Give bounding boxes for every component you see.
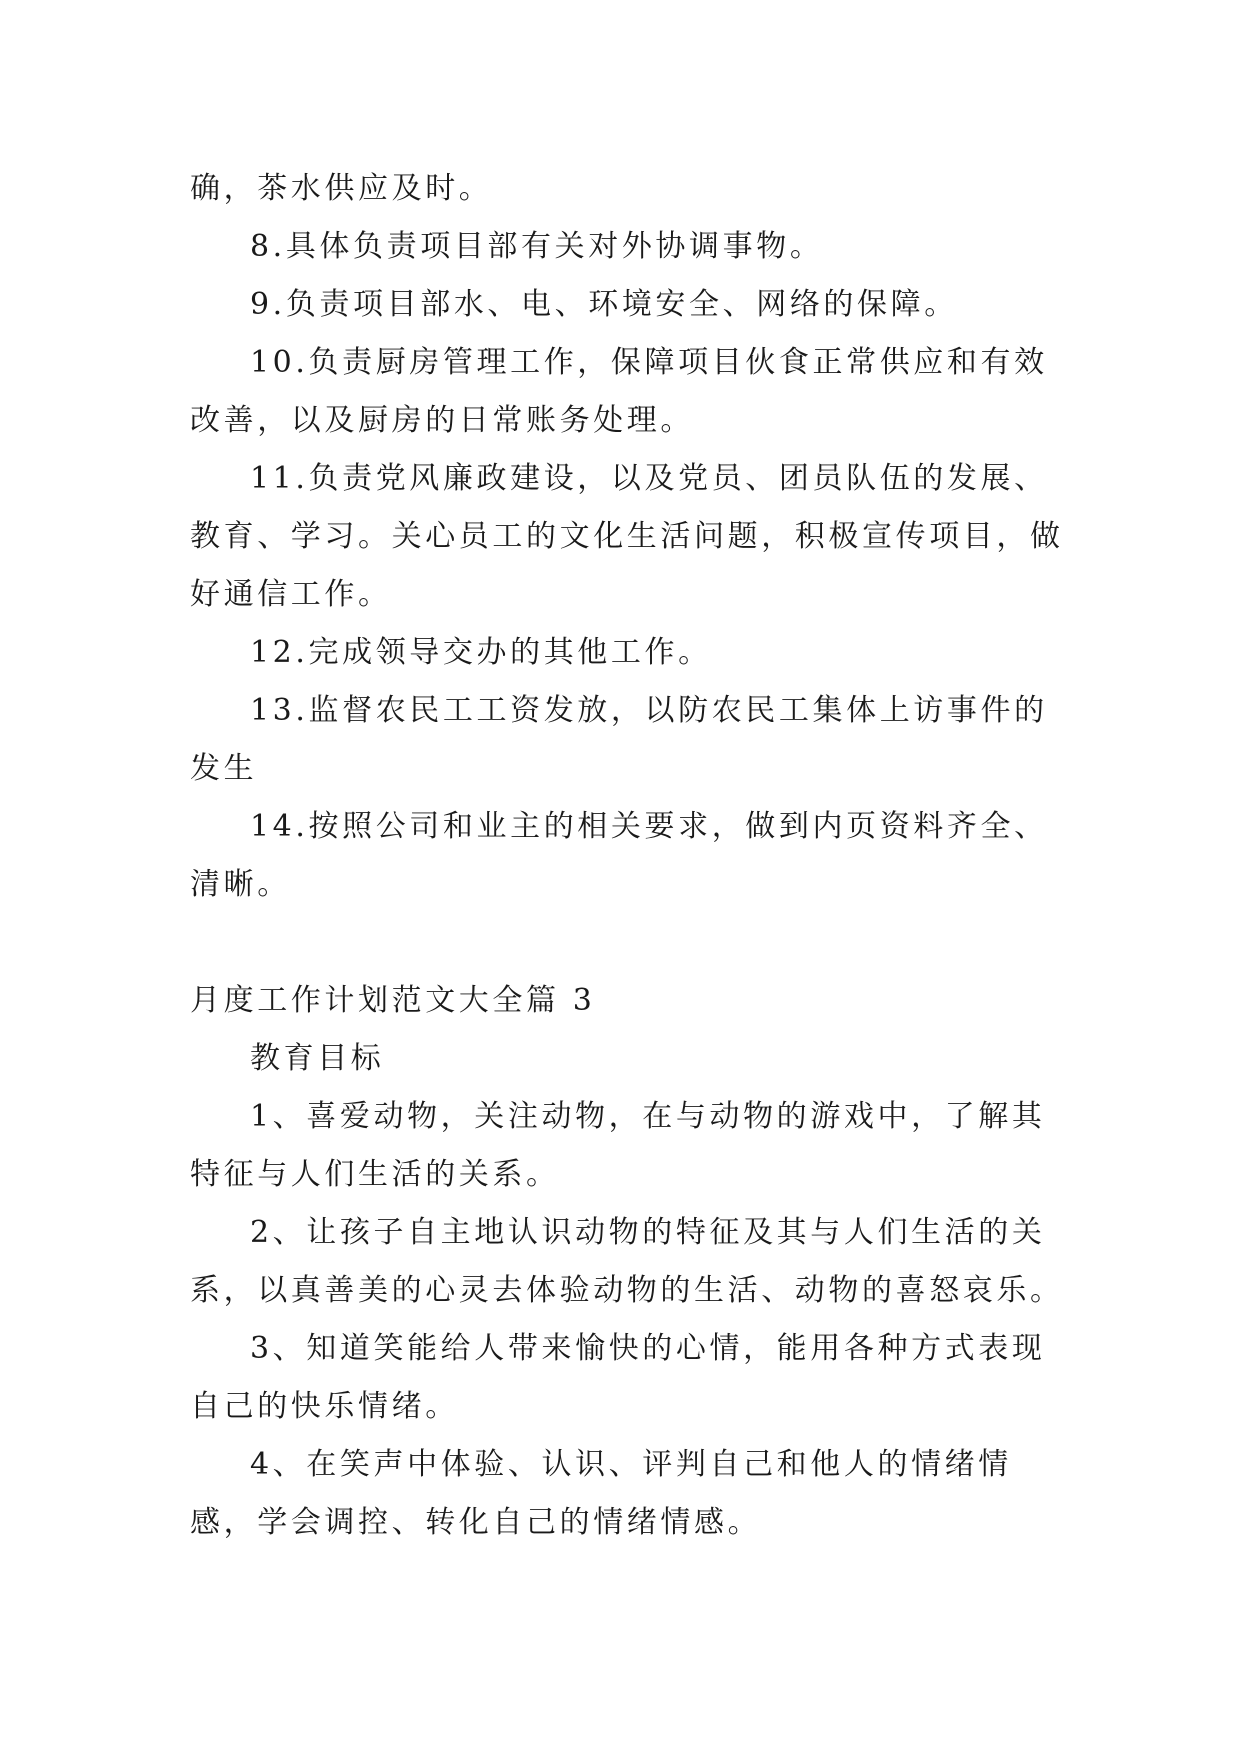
list-item: 1、喜爱动物，关注动物，在与动物的游戏中，了解其特征与人们生活的关系。 — [190, 1099, 1046, 1192]
list-item: 10.负责厨房管理工作，保障项目伙食正常供应和有效改善，以及厨房的日常账务处理。 — [190, 345, 1048, 438]
list-item: 9.负责项目部水、电、环境安全、网络的保障。 — [250, 287, 958, 322]
list-item: 11.负责党风廉政建设，以及党员、团员队伍的发展、教育、学习。关心员工的文化生活问题，积极宣传项目，做好通信工作。 — [190, 461, 1064, 612]
list-item: 2、让孩子自主地认识动物的特征及其与人们生活的关系，以真善美的心灵去体验动物的生活、动物的喜怒哀乐。 — [190, 1215, 1064, 1308]
document-body — [190, 160, 1070, 1552]
section-heading: 月度工作计划范文大全篇 3 — [190, 983, 596, 1018]
list-item: 3、知道笑能给人带来愉快的心情，能用各种方式表现自己的快乐情绪。 — [190, 1331, 1046, 1424]
list-item: 12.完成领导交办的其他工作。 — [250, 635, 712, 670]
list-item: 8.具体负责项目部有关对外协调事物。 — [250, 229, 824, 264]
list-item: 14.按照公司和业主的相关要求，做到内页资料齐全、清晰。 — [190, 809, 1048, 902]
paragraph: 确，茶水供应及时。 — [190, 171, 493, 206]
subheading: 教育目标 — [250, 1041, 385, 1076]
list-item: 4、在笑声中体验、认识、评判自己和他人的情绪情感，学会调控、转化自己的情绪情感。 — [190, 1447, 1012, 1540]
list-item: 13.监督农民工工资发放，以防农民工集体上访事件的发生 — [190, 693, 1048, 786]
